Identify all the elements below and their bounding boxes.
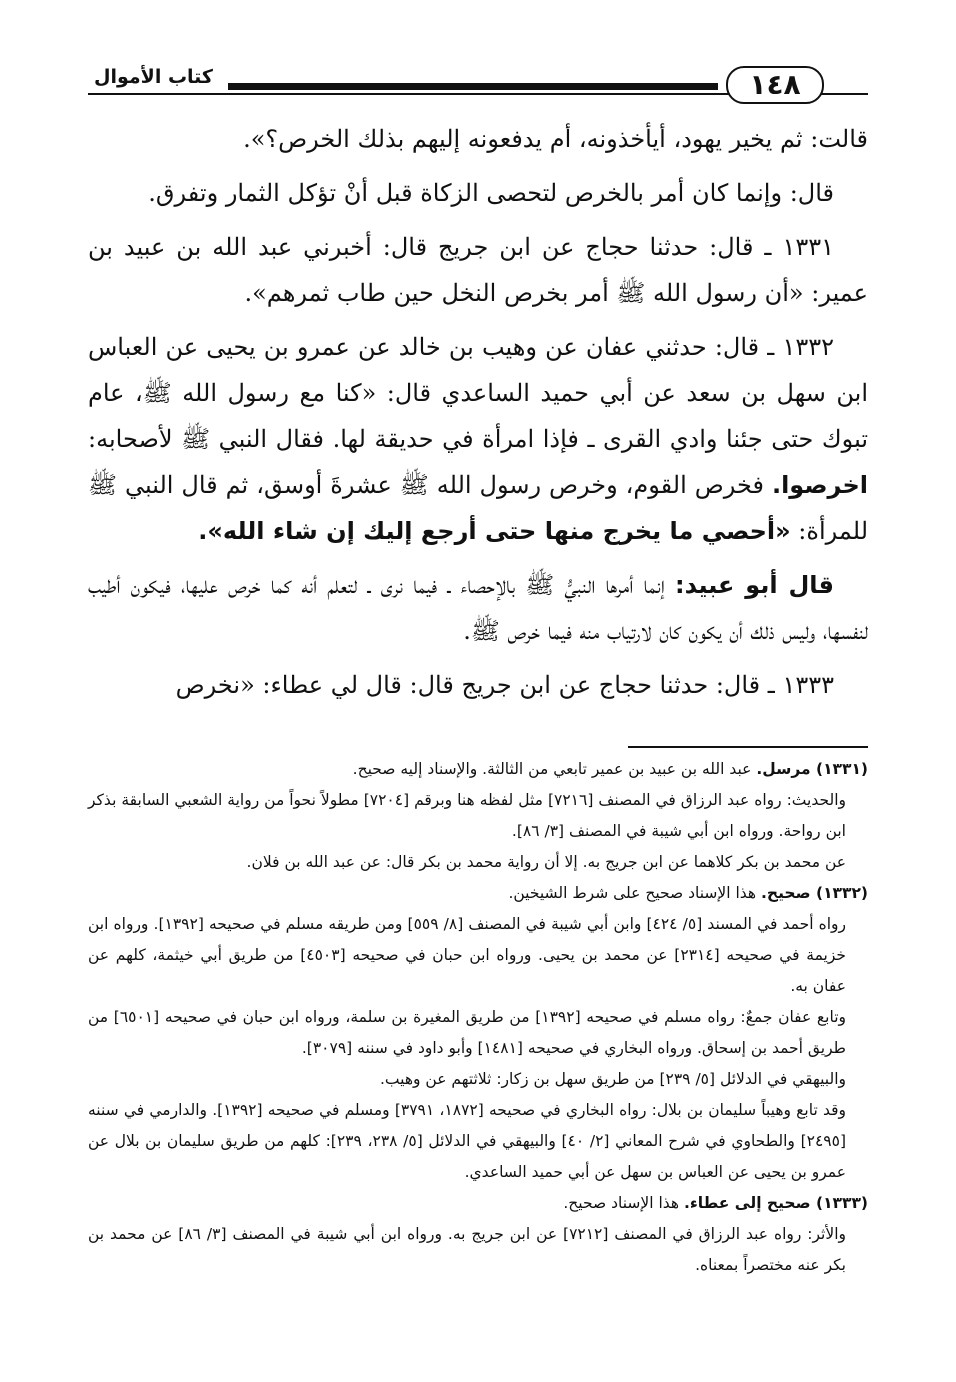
abu-ubaid-label: قال أبو عبيد:: [674, 571, 834, 599]
footnote-1332-d: والبيهقي في الدلائل [٥/ ٢٣٩] من طريق سهل بن زكار: ثلاثتهم عن وهيب.: [380, 1070, 846, 1088]
paragraph-hadith-1331: ١٣٣١ ـ قال: حدثنا حجاج عن ابن جريج قال: أخبرني عبد الله بن عبيد بن عمير: «أن رسول الله ﷺ أمر بخرص النخل حين طاب ثمرهم».: [88, 233, 868, 307]
hadith-1332-quote-2: «أحصي ما يخرج منها حتى أرجع إليك إن شاء الله».: [198, 517, 791, 545]
footnote-1333: [88, 1188, 868, 1219]
main-text: [88, 116, 868, 716]
footnote-1332-e: وقد تابع وهيباً سليمان بن بلال: رواه البخاري في صحيحه [١٨٧٢، ٣٧٩١] ومسلم في صحيحه [١٣٩٢]. والدارمي في سننه [٢٤٩٥] والطحاوي في شرح المعاني [٢/ ٤٠] والبيهقي في الدلائل [٥/ ٢٣٨، ٢٣٩]: كلهم من طريق سليمان بن بلال عن عمرو بن يحيى عن العباس بن سهل عن أبي حميد الساعدي.: [88, 1101, 846, 1181]
footnote-1331-head: (١٣٣١) مرسل.: [756, 760, 868, 778]
page-number: ١٤٨: [726, 66, 824, 104]
footnote-1332-head: (١٣٣٢) صحيح.: [761, 884, 868, 902]
footnotes: [88, 754, 868, 1281]
footnote-1331-c: عن محمد بن بكر كلاهما عن ابن جريج به. إلا أن رواية محمد بن بكر قال: عن عبد الله بن فلان.: [246, 853, 846, 871]
header-rule: [228, 83, 718, 90]
footnote-1333-text: هذا الإسناد صحيح.: [563, 1194, 680, 1212]
footnote-1331: [88, 754, 868, 785]
footnote-1331-text: عبد الله بن عبيد بن عمير تابعي من الثالثة. والإسناد إليه صحيح.: [352, 760, 752, 778]
paragraph-2: قال: وإنما كان أمر بالخرص لتحصى الزكاة قبل أنْ تؤكل الثمار وتفرق.: [148, 179, 834, 207]
running-title: كتاب الأموال: [88, 66, 219, 88]
footnote-1331-b: والحديث: رواه عبد الرزاق في المصنف [٧٢١٦] مثل لفظه هنا وبرقم [٧٢٠٤] مطولاً نحواً من رواية الشعبي السابقة بذكر ابن رواحة. ورواه ابن أبي شيبة في المصنف [٣/ ٨٦].: [88, 791, 846, 840]
page-header: [88, 66, 868, 110]
footnote-separator: [628, 746, 868, 748]
paragraph-hadith-1333: ١٣٣٣ ـ قال: حدثنا حجاج عن ابن جريج قال: قال لي عطاء: «نخرص: [175, 671, 834, 699]
footnote-1332-text: هذا الإسناد صحيح على شرط الشيخين.: [508, 884, 757, 902]
footnote-1333-head: (١٣٣٣) صحيح إلى عطاء.: [684, 1194, 868, 1212]
footnote-1332-b: رواه أحمد في المسند [٥/ ٤٢٤] وابن أبي شيبة في المصنف [٨/ ٥٥٩] ومن طريقه مسلم في صحيحه [١٣٩٢]. ورواه ابن خزيمة في صحيحه [٢٣١٤] عن محمد بن يحيى. ورواه ابن حبان في صحيحه [٤٥٠٣] من طريق أبي خيثمة، كلهم عن عفان به.: [88, 915, 847, 995]
footnote-1332-c: وتابع عفان جمعٌ: رواه مسلم في صحيحه [١٣٩٢] من طريق المغيرة بن سلمة، ورواه ابن حبان في صحيحه [٦٥٠١] من طريق أحمد بن إسحاق. ورواه البخاري في صحيحه [١٤٨١] وأبو داود في سننه [٣٠٧٩].: [88, 1008, 847, 1057]
footnote-1333-b: والأثر: رواه عبد الرزاق في المصنف [٧٢١٢] عن ابن جريج به. ورواه ابن أبي شيبة في المصنف [٣/ ٨٦] عن محمد بن بكر عنه مختصراً بمعناه.: [88, 1225, 846, 1274]
footnote-1332: [88, 878, 868, 909]
paragraph-hadith-1332: [88, 324, 868, 554]
hadith-1332-part-2: فخرص القوم، وخرص رسول الله ﷺ عشرةَ أوسق، ثم قال النبي ﷺ للمرأة:: [88, 471, 868, 545]
hadith-1332-part-1: ١٣٣٢ ـ قال: حدثني عفان عن وهيب بن خالد عن عمرو بن يحيى عن العباس ابن سهل بن سعد عن أبي حميد الساعدي قال: «كنا مع رسول الله ﷺ، عام تبوك حتى جئنا وادي القرى ـ فإذا امرأة في حديقة لها. فقال النبي ﷺ لأصحابه:: [88, 333, 868, 453]
hadith-1332-quote-1: اخرصوا.: [771, 471, 868, 499]
paragraph-1: قالت: ثم يخير يهود، أيأخذونه، أم يدفعونه إليهم بذلك الخرص؟».: [243, 125, 868, 153]
abu-ubaid-text: إنما أمرها النبيُّ ﷺ بالإحصاء ـ فيما نرى ـ لتعلم أنه كما خرص عليها، فيكون أطيب لنفسها، وليس ذلك أن يكون كان لارتياب منه فيما خرص ﷺ.: [88, 571, 868, 645]
paragraph-abu-ubaid: [88, 562, 868, 654]
